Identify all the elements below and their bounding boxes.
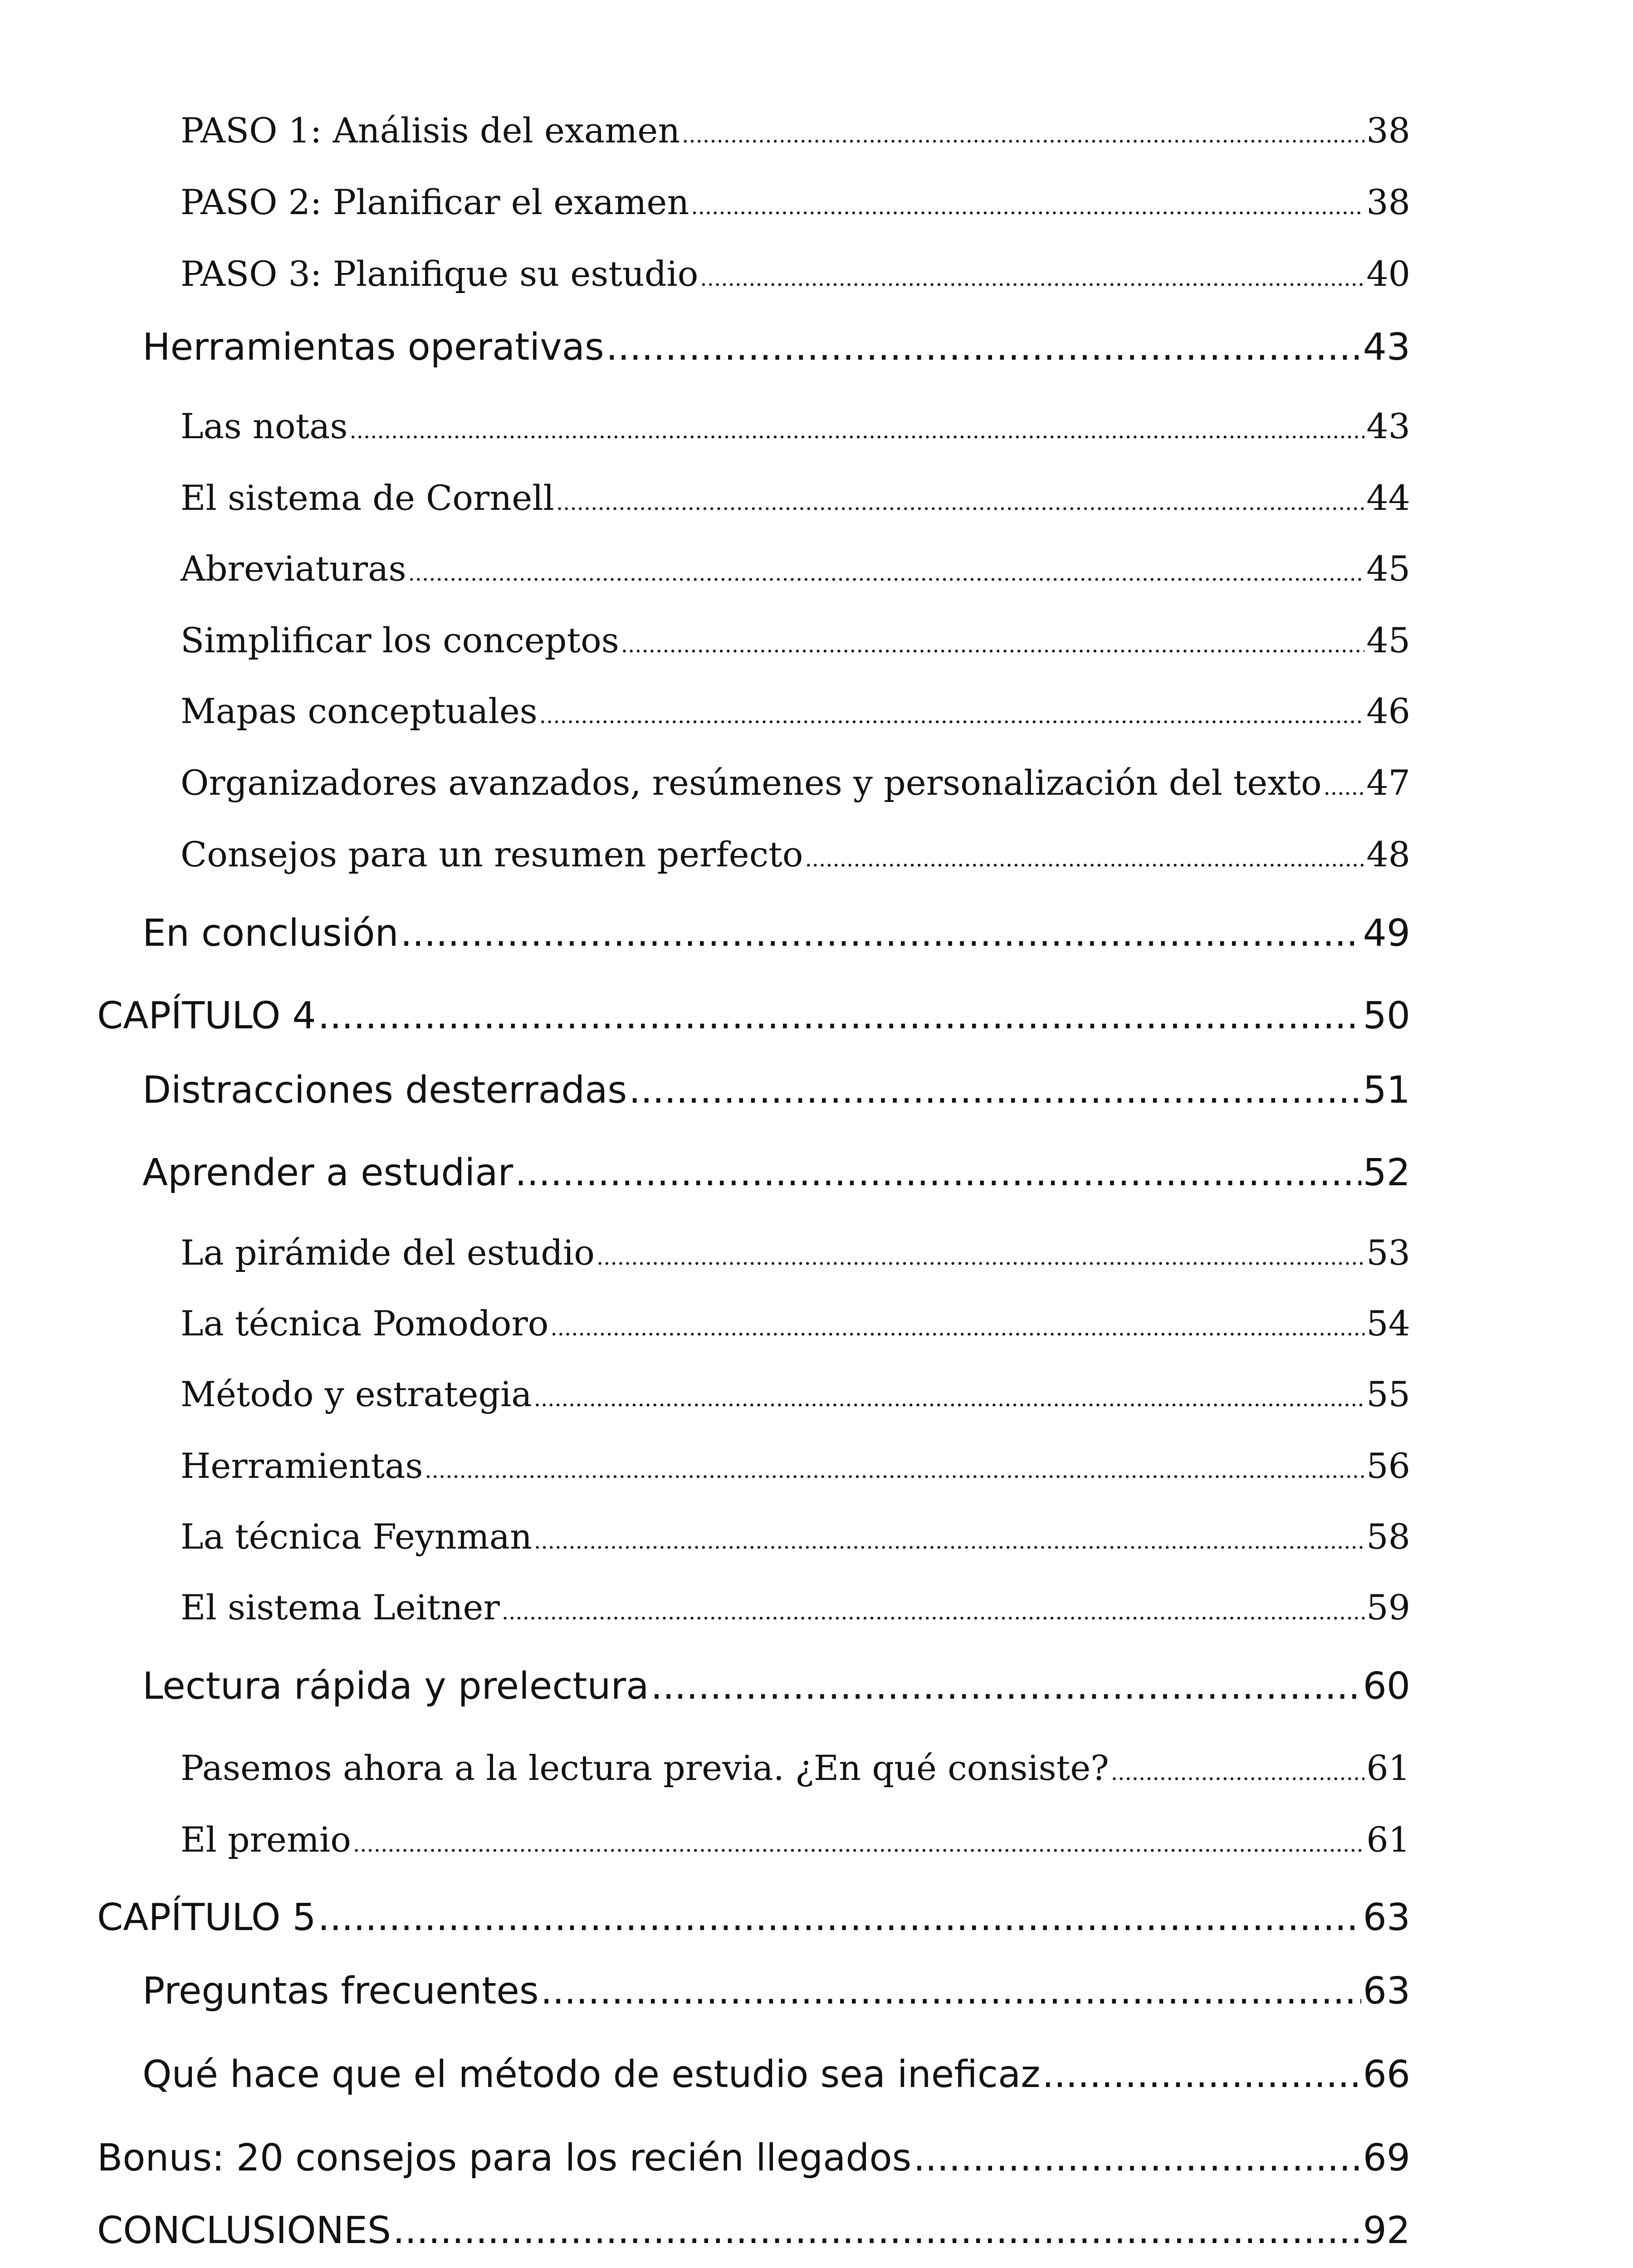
toc-entry-page: 40 xyxy=(1366,254,1410,294)
dot-leader xyxy=(515,1150,1361,1196)
toc-entry-title: Distracciones desterradas xyxy=(142,1069,627,1112)
toc-entry-page: 54 xyxy=(1366,1303,1410,1344)
toc-entry-title: Aprender a estudiar xyxy=(142,1151,513,1194)
toc-entry-page: 52 xyxy=(1363,1151,1410,1194)
toc-entry[interactable] xyxy=(142,2052,1410,2097)
toc-entry[interactable] xyxy=(181,405,1410,453)
toc-entry[interactable] xyxy=(181,833,1410,881)
toc-entry-title: Consejos para un resumen perfecto xyxy=(181,834,803,875)
toc-entry[interactable] xyxy=(142,1150,1410,1196)
toc-entry-page: 47 xyxy=(1366,763,1410,803)
toc-entry-title: Herramientas xyxy=(181,1446,423,1486)
toc-entry[interactable] xyxy=(181,689,1410,738)
toc-entry-title: Bonus: 20 consejos para los recién llegados xyxy=(97,2136,912,2180)
dot-leader xyxy=(700,257,1364,300)
toc-entry-page: 43 xyxy=(1363,326,1410,369)
toc-entry-title: Herramientas operativas xyxy=(142,326,604,369)
toc-entry[interactable] xyxy=(181,761,1410,809)
toc-entry[interactable] xyxy=(97,993,1410,1039)
toc-entry[interactable] xyxy=(142,1068,1410,1113)
toc-entry-page: 59 xyxy=(1366,1587,1410,1628)
toc-entry[interactable] xyxy=(181,1302,1410,1350)
toc-entry[interactable] xyxy=(181,1818,1410,1866)
toc-entry-page: 61 xyxy=(1366,1819,1410,1860)
dot-leader xyxy=(502,1590,1364,1634)
toc-entry-page: 53 xyxy=(1366,1232,1410,1273)
toc-entry[interactable] xyxy=(181,181,1410,229)
dot-leader xyxy=(629,1068,1361,1113)
dot-leader xyxy=(353,1823,1364,1866)
dot-leader xyxy=(408,552,1365,595)
dot-leader xyxy=(805,837,1364,881)
toc-entry-page: 63 xyxy=(1363,1970,1410,2013)
toc-entry[interactable] xyxy=(142,325,1410,370)
toc-entry-page: 63 xyxy=(1363,1896,1410,1939)
toc-entry-title: El sistema de Cornell xyxy=(181,478,554,518)
dot-leader xyxy=(550,1306,1364,1350)
toc-entry-title: La técnica Pomodoro xyxy=(181,1303,549,1344)
toc-entry-page: 46 xyxy=(1366,691,1410,731)
toc-entry-title: Abreviaturas xyxy=(181,548,406,589)
toc-entry-title: PASO 3: Planifique su estudio xyxy=(181,254,699,294)
dot-leader xyxy=(318,993,1361,1039)
toc-entry-page: 92 xyxy=(1363,2209,1410,2252)
dot-leader xyxy=(401,911,1361,956)
toc-entry[interactable] xyxy=(181,476,1410,524)
toc-entry-page: 45 xyxy=(1366,620,1410,660)
toc-entry-title: El premio xyxy=(181,1819,352,1860)
toc-entry-title: En conclusión xyxy=(142,912,399,955)
toc-entry[interactable] xyxy=(181,109,1410,157)
toc-entry-title: Método y estrategia xyxy=(181,1374,532,1414)
toc-entry-title: PASO 2: Planificar el examen xyxy=(181,182,689,222)
toc-entry[interactable] xyxy=(97,2136,1410,2181)
toc-entry-title: Las notas xyxy=(181,406,348,446)
toc-entry-page: 66 xyxy=(1363,2053,1410,2096)
toc-entry-title: Qué hace que el método de estudio sea ineficaz xyxy=(142,2053,1041,2096)
toc-entry[interactable] xyxy=(181,252,1410,300)
toc-entry[interactable] xyxy=(97,1895,1410,1941)
toc-entry-title: Lectura rápida y prelectura xyxy=(142,1665,649,1708)
dot-leader xyxy=(539,694,1364,738)
toc-entry-page: 44 xyxy=(1366,478,1410,518)
toc-entry-page: 61 xyxy=(1366,1748,1410,1788)
toc-entry[interactable] xyxy=(181,1373,1410,1421)
toc-entry-page: 60 xyxy=(1363,1665,1410,1708)
toc-entry-title: El sistema Leitner xyxy=(181,1587,500,1628)
dot-leader xyxy=(350,409,1365,453)
toc-entry-page: 51 xyxy=(1363,1069,1410,1112)
dot-leader xyxy=(1042,2052,1361,2097)
toc-entry-title: La técnica Feynman xyxy=(181,1516,533,1557)
toc-entry[interactable] xyxy=(181,619,1410,667)
toc-entry-page: 69 xyxy=(1363,2136,1410,2180)
toc-entry-title: La pirámide del estudio xyxy=(181,1232,595,1273)
toc-entry-page: 43 xyxy=(1366,406,1410,446)
toc-entry-title: CAPÍTULO 5 xyxy=(97,1896,316,1939)
dot-leader xyxy=(651,1664,1361,1709)
toc-entry-page: 45 xyxy=(1366,548,1410,589)
dot-leader xyxy=(913,2136,1361,2181)
dot-leader xyxy=(556,481,1364,524)
dot-leader xyxy=(318,1895,1361,1941)
toc-entry[interactable] xyxy=(142,1664,1410,1709)
toc-entry-title: Pasemos ahora a la lectura previa. ¿En qué consiste? xyxy=(181,1748,1109,1788)
toc-entry-title: Preguntas frecuentes xyxy=(142,1970,539,2013)
dot-leader xyxy=(1324,766,1365,809)
toc-entry-title: PASO 1: Análisis del examen xyxy=(181,110,680,151)
dot-leader xyxy=(541,1969,1361,2014)
toc-entry-page: 56 xyxy=(1366,1446,1410,1486)
dot-leader xyxy=(682,113,1364,157)
toc-entry-page: 38 xyxy=(1366,182,1410,222)
dot-leader xyxy=(596,1236,1364,1279)
toc-entry[interactable] xyxy=(181,1444,1410,1492)
dot-leader xyxy=(621,623,1365,667)
dot-leader xyxy=(393,2208,1361,2253)
toc-entry-page: 58 xyxy=(1366,1516,1410,1557)
dot-leader xyxy=(691,185,1364,229)
toc-entry[interactable] xyxy=(142,911,1410,956)
toc-entry[interactable] xyxy=(142,1969,1410,2014)
toc-entry-title: CAPÍTULO 4 xyxy=(97,994,316,1037)
toc-entry-title: Mapas conceptuales xyxy=(181,691,538,731)
toc-entry[interactable] xyxy=(181,1746,1410,1794)
toc-entry-page: 50 xyxy=(1363,994,1410,1037)
toc-entry[interactable] xyxy=(97,2208,1410,2253)
toc-entry-title: Simplificar los conceptos xyxy=(181,620,619,660)
toc-entry-page: 38 xyxy=(1366,110,1410,151)
toc-entry[interactable] xyxy=(181,547,1410,595)
dot-leader xyxy=(1111,1751,1364,1794)
toc-entry[interactable] xyxy=(181,1231,1410,1279)
toc-entry-title: Organizadores avanzados, resúmenes y personalización del texto xyxy=(181,763,1322,803)
toc-entry-page: 48 xyxy=(1366,834,1410,875)
dot-leader xyxy=(534,1377,1365,1421)
toc-entry[interactable] xyxy=(181,1586,1410,1634)
dot-leader xyxy=(425,1449,1364,1492)
toc-entry-page: 55 xyxy=(1366,1374,1410,1414)
toc-entry-title: CONCLUSIONES xyxy=(97,2209,391,2252)
dot-leader xyxy=(606,325,1361,370)
toc-entry[interactable] xyxy=(181,1515,1410,1563)
dot-leader xyxy=(534,1520,1364,1563)
toc-entry-page: 49 xyxy=(1363,912,1410,955)
